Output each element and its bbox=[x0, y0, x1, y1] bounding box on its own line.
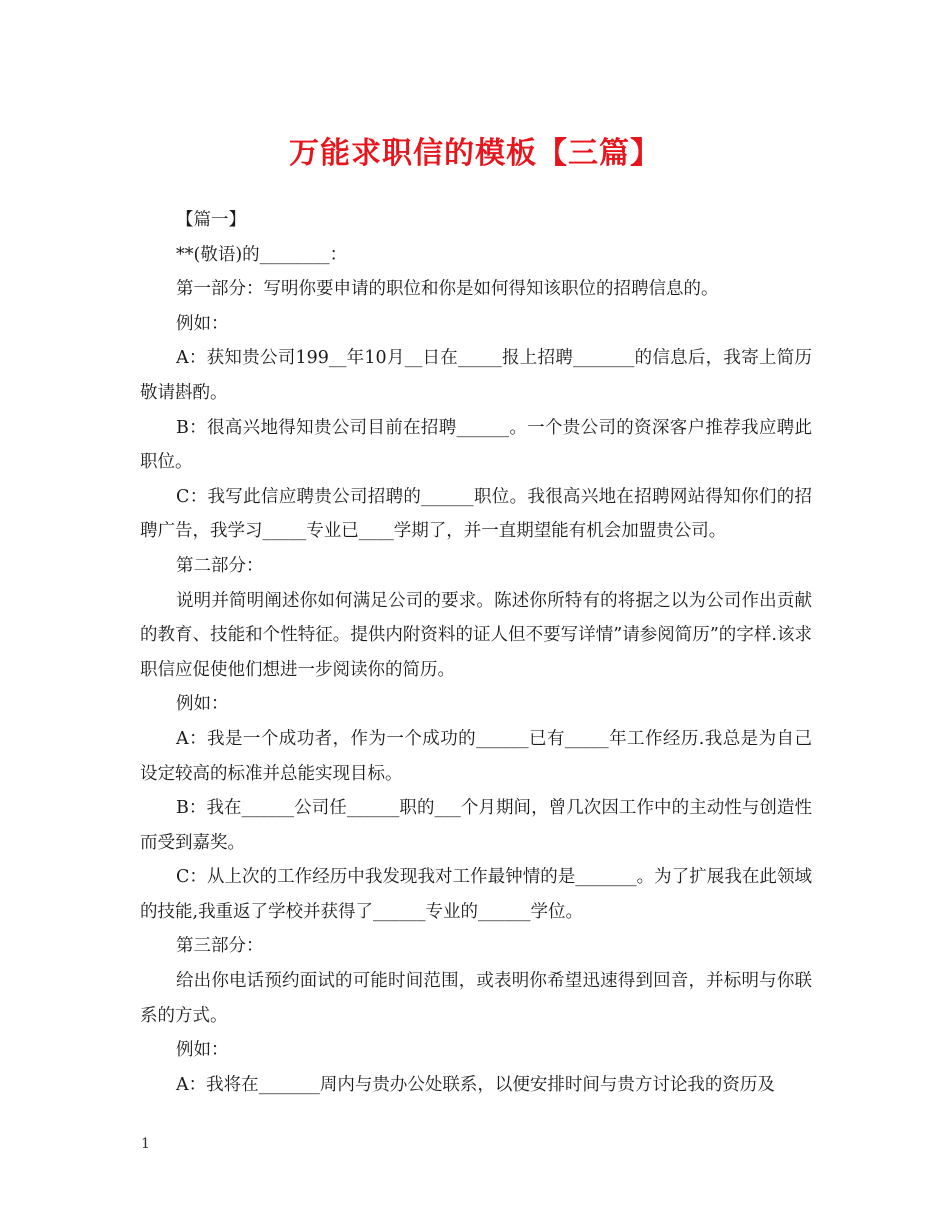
paragraph: 例如： bbox=[176, 1040, 229, 1061]
paragraph: 说明并简明阐述你如何满足公司的要求。陈述你所特有的将据之以为公司作出贡献的教育、技能和个性特征。提供内附资料的证人但不要写详情”请参阅简历”的字样.该求职信应促使他们想进一步阅读你的简历。 bbox=[140, 590, 812, 680]
paragraph: 第二部分： bbox=[176, 555, 264, 576]
paragraph: A：我是一个成功者，作为一个成功的______已有_____年工作经历.我总是为自己设定较高的标准并总能实现目标。 bbox=[140, 728, 812, 784]
salutation: **(敬语)的________： bbox=[176, 244, 348, 265]
paragraph: C：从上次的工作经历中我发现我对工作最钟情的是_______。为了扩展我在此领域的技能,我重返了学校并获得了______专业的______学位。 bbox=[140, 867, 812, 922]
paragraph: 第一部分：写明你要申请的职位和你是如何得知该职位的招聘信息的。 bbox=[176, 279, 719, 300]
paragraph: 例如： bbox=[176, 313, 229, 334]
paragraph: 第三部分： bbox=[176, 936, 264, 957]
section-heading: 【篇一】 bbox=[176, 210, 246, 230]
paragraph: B：很高兴地得知贵公司目前在招聘______。一个贵公司的资深客户推荐我应聘此职位。 bbox=[140, 417, 812, 473]
paragraph: A：获知贵公司199__年10月__日在_____报上招聘_______的信息后，我寄上简历敬请斟酌。 bbox=[140, 348, 812, 403]
document-body bbox=[140, 203, 812, 1102]
paragraph: 给出你电话预约面试的可能时间范围，或表明你希望迅速得到回音，并标明与你联系的方式。 bbox=[140, 971, 812, 1026]
document-title: 万能求职信的模板【三篇】 bbox=[289, 136, 661, 171]
paragraph: 例如： bbox=[176, 694, 229, 715]
paragraph: B：我在______公司任______职的___个月期间，曾几次因工作中的主动性与创造性而受到嘉奖。 bbox=[140, 798, 812, 853]
paragraph: A：我将在_______周内与贵办公处联系，以便安排时间与贵方讨论我的资历及 bbox=[176, 1074, 775, 1095]
page-number: 1 bbox=[141, 1136, 150, 1152]
paragraph: C：我写此信应聘贵公司招聘的______职位。我很高兴地在招聘网站得知你们的招聘广告，我学习_____专业已____学期了，并一直期望能有机会加盟贵公司。 bbox=[140, 486, 812, 542]
